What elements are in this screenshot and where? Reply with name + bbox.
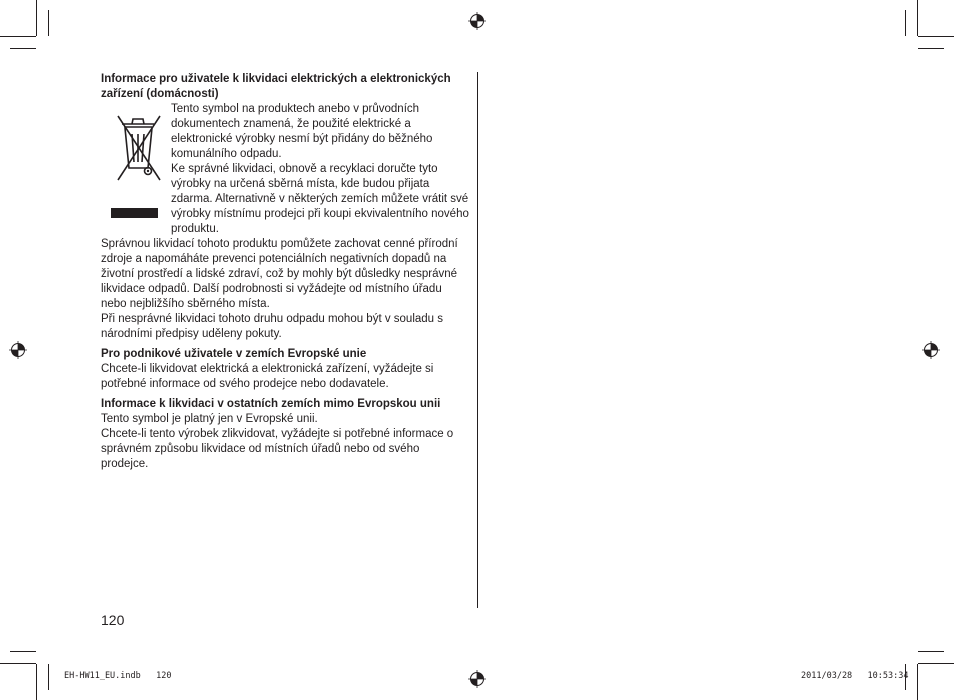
section-heading-business: Pro podnikové uživatele v zemích Evropské unie: [101, 348, 367, 360]
weee-black-bar: [111, 208, 158, 218]
body-text: Ke správné likvidaci, obnově a recyklaci doručte tyto výrobky na určená sběrná místa, kde budou přijata zdarma. Alternativně v některých zemích můžete vrátit své výrobky místnímu prodejci při koupi ekvivalentního nového produktu.: [171, 163, 469, 235]
crop-mark-br-h1: [918, 663, 954, 664]
weee-symbol-wrap: [101, 102, 171, 230]
section-heading-households: Informace pro uživatele k likvidaci elektrických a elektronických zařízení (domácnosti): [101, 73, 451, 100]
crop-mark-tl-v1: [36, 0, 37, 36]
footer-datetime: 2011/03/28 10:53:34: [801, 671, 909, 681]
crossed-out-wheelie-bin-icon: [108, 110, 170, 210]
weee-block: [101, 102, 469, 237]
column-divider: [477, 72, 478, 608]
crop-mark-tl-h2: [10, 48, 36, 49]
crop-mark-tr-h1: [918, 36, 954, 37]
body-text: Při nesprávné likvidaci tohoto druhu odpadu mohou být v souladu s národními předpisy uděleny pokuty.: [101, 313, 444, 340]
body-text: Tento symbol je platný jen v Evropské unii.: [101, 413, 318, 425]
crop-mark-br-v2: [917, 664, 918, 700]
body-text: Tento symbol na produktech anebo v průvodních dokumentech znamená, že použité elektrické a elektronické výrobky nesmí být přidány do běžného komunálního odpadu.: [171, 103, 433, 160]
page-number: 120: [101, 612, 125, 628]
section-heading-outside-eu: Informace k likvidaci v ostatních zemích mimo Evropskou unii: [101, 398, 441, 410]
crop-mark-tl-v2: [48, 10, 49, 36]
registration-mark-icon: [9, 341, 27, 359]
body-text: Správnou likvidací tohoto produktu pomůžete zachovat cenné přírodní zdroje a napomáháte prevenci potenciálních negativních dopadů na životní prostředí a lidské zdraví, což by mohly být důsledky nesprávné likvidace odpadů. Další podrobnosti si vyžádejte od místního úřadu nebo nejbližšího sběrného místa.: [101, 238, 458, 310]
registration-mark-icon: [468, 12, 486, 30]
crop-mark-bl-v1: [36, 664, 37, 700]
crop-mark-tr-v1: [905, 10, 906, 36]
footer-file-info: EH-HW11_EU.indb 120: [64, 671, 172, 681]
registration-mark-icon: [922, 341, 940, 359]
crop-mark-bl-h1: [0, 663, 36, 664]
crop-mark-tr-v2: [917, 0, 918, 36]
crop-mark-bl-h2: [10, 651, 36, 652]
crop-mark-tr-h2: [918, 48, 944, 49]
body-text: Chcete-li tento výrobek zlikvidovat, vyžádejte si potřebné informace o správném způsobu likvidace od místních úřadů nebo od svého prodejce.: [101, 428, 454, 470]
registration-mark-icon: [468, 670, 486, 688]
crop-mark-bl-v2: [48, 664, 49, 690]
disposal-info-column: [101, 72, 469, 472]
body-text: Chcete-li likvidovat elektrická a elektronická zařízení, vyžádejte si potřebné informace od svého prodejce nebo dodavatele.: [101, 363, 434, 390]
crop-mark-tl-h1: [0, 36, 36, 37]
crop-mark-br-h2: [918, 651, 944, 652]
